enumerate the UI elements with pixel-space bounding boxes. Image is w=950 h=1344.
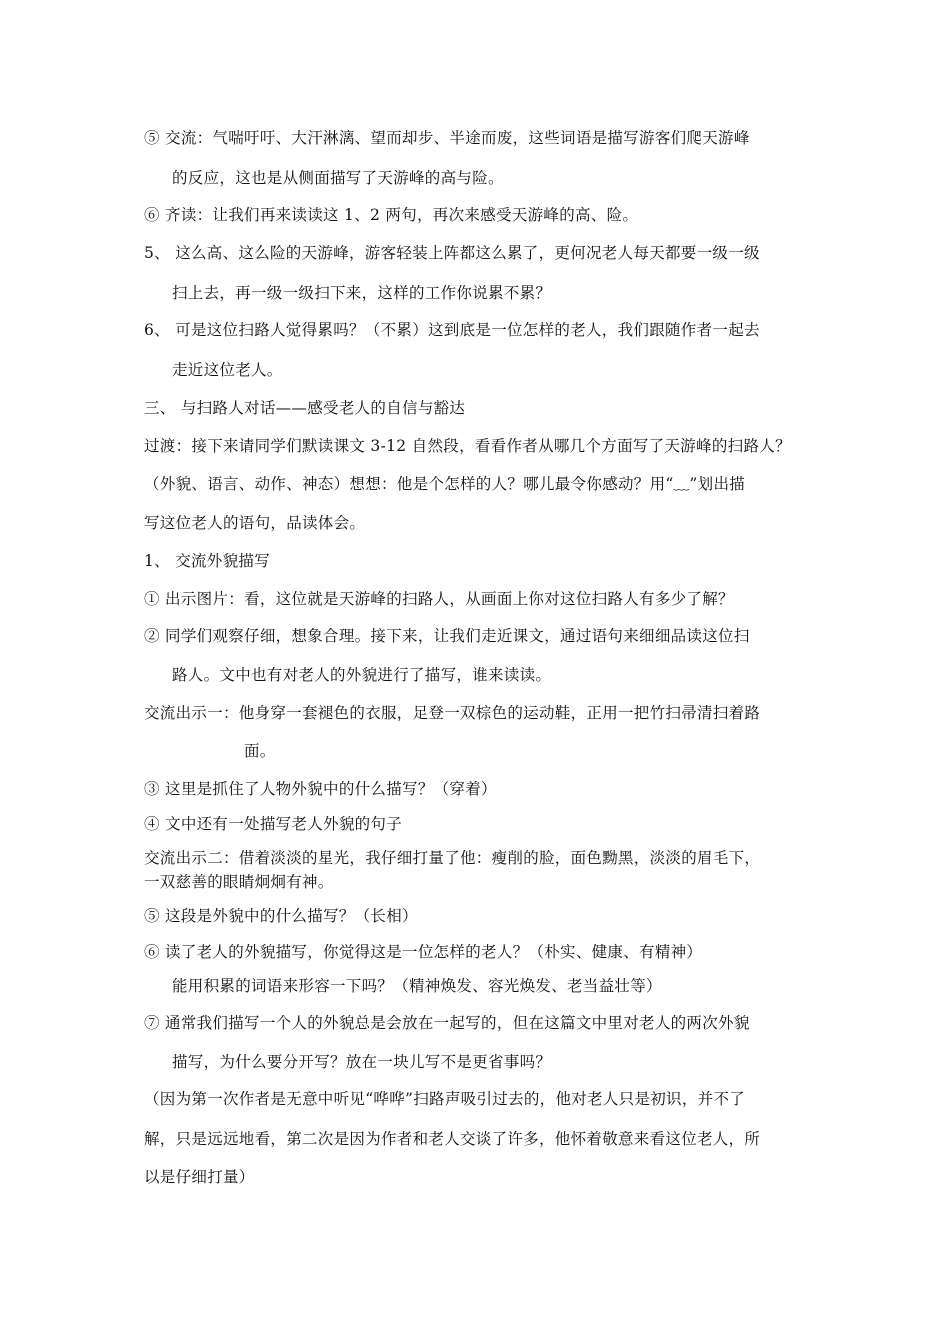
text-line-7: 走近这位老人。	[172, 361, 283, 379]
text-line-6: 6、 可是这位扫路人觉得累吗？（不累）这到底是一位怎样的老人，我们跟随作者一起去	[144, 321, 760, 339]
text-line-4: 5、 这么高、这么险的天游峰，游客轻装上阵都这么累了，更何况老人每天都要一级一级	[144, 244, 760, 262]
text-line-24: 能用积累的词语来形容一下吗？（精神焕发、容光焕发、老当益壮等）	[172, 977, 662, 995]
text-line-28: 解，只是远远地看，第二次是因为作者和老人交谈了许多，他怀着敬意来看这位老人，所	[144, 1130, 761, 1148]
text-line-14: ② 同学们观察仔细，想象合理。接下来，让我们走近课文，通过语句来细细品读这位扫	[144, 627, 750, 645]
text-line-12: 1、 交流外貌描写	[144, 552, 270, 570]
text-line-13: ① 出示图片：看，这位就是天游峰的扫路人，从画面上你对这位扫路人有多少了解？	[144, 590, 734, 608]
text-line-19: ④ 文中还有一处描写老人外貌的句子	[144, 815, 403, 833]
text-line-29: 以是仔细打量）	[144, 1168, 255, 1186]
text-line-21: 一双慈善的眼睛炯炯有神。	[144, 873, 334, 891]
text-line-18: ③ 这里是抓住了人物外貌中的什么描写？（穿着）	[144, 780, 497, 798]
text-line-5: 扫上去，再一级一级扫下来，这样的工作你说累不累？	[172, 284, 552, 302]
text-line-3: ⑥ 齐读：让我们再来读读这 1、2 两句，再次来感受天游峰的高、险。	[144, 206, 639, 224]
text-line-26: 描写，为什么要分开写？放在一块儿写不是更省事吗？	[172, 1053, 552, 1071]
text-line-22: ⑤ 这段是外貌中的什么描写？（长相）	[144, 907, 418, 925]
text-line-27: （因为第一次作者是无意中听见“哗哗”扫路声吸引过去的，他对老人只是初识，并不了	[144, 1090, 746, 1108]
text-line-15: 路人。文中也有对老人的外貌进行了描写，谁来读读。	[172, 666, 552, 684]
text-line-10: （外貌、语言、动作、神态）想想：他是个怎样的人？哪儿最令你感动？用“﹏”划出描	[144, 475, 746, 493]
text-line-9: 过渡：接下来请同学们默读课文 3-12 自然段，看看作者从哪几个方面写了天游峰的扫路人？	[144, 437, 791, 455]
text-line-16: 交流出示一：他身穿一套褪色的衣服，足登一双棕色的运动鞋，正用一把竹扫帚清扫着路	[144, 704, 761, 722]
text-line-11: 写这位老人的语句，品读体会。	[144, 514, 366, 532]
text-line-25: ⑦ 通常我们描写一个人的外貌总是会放在一起写的，但在这篇文中里对老人的两次外貌	[144, 1014, 750, 1032]
text-line-1: ⑤ 交流：气喘吁吁、大汗淋漓、望而却步、半途而废，这些词语是描写游客们爬天游峰	[144, 129, 750, 147]
text-line-20: 交流出示二：借着淡淡的星光，我仔细打量了他：瘦削的脸，面色黝黑，淡淡的眉毛下，	[144, 849, 761, 867]
text-line-17: 面。	[244, 742, 276, 760]
text-line-2: 的反应，这也是从侧面描写了天游峰的高与险。	[172, 169, 504, 187]
text-line-23: ⑥ 读了老人的外貌描写，你觉得这是一位怎样的老人？（朴实、健康、有精神）	[144, 943, 703, 961]
section-heading: 三、 与扫路人对话——感受老人的自信与豁达	[144, 399, 466, 417]
